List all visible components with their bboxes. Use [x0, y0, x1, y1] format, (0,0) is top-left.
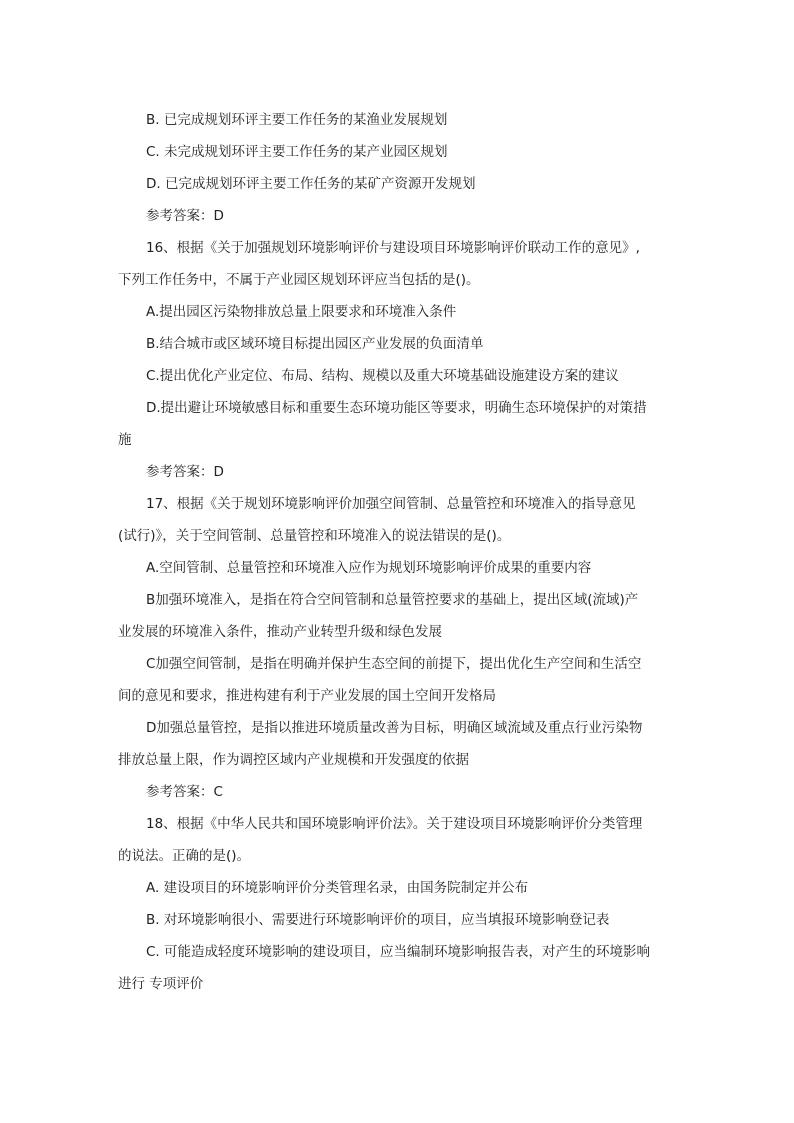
option-d-q15: D. 已完成规划环评主要工作任务的某矿产资源开发规划	[146, 176, 476, 192]
answer-q16: 参考答案：D	[146, 464, 224, 480]
option-a-q16: A.提出园区污染物排放总量上限要求和环境准入条件	[146, 304, 457, 320]
option-d-q16-line1: D.提出避让环境敏感目标和重要生态环境功能区等要求，明确生态环境保护的对策措	[146, 400, 647, 416]
option-c-q16: C.提出优化产业定位、布局、结构、规模以及重大环境基础设施建设方案的建议	[146, 368, 619, 384]
option-a-q17: A.空间管制、总量管控和环境准入应作为规划环境影响评价成果的重要内容	[146, 560, 592, 576]
option-b-q18: B. 对环境影响很小、需要进行环境影响评价的项目，应当填报环境影响登记表	[146, 912, 610, 928]
question-17-line1: 17、根据《关于规划环境影响评价加强空间管制、总量管控和环境准入的指导意见	[146, 496, 636, 512]
question-17-line2: (试行)》，关于空间管制、总量管控和环境准入的说法错误的是()。	[118, 528, 511, 544]
question-16-line2: 下列工作任务中，不属于产业园区规划环评应当包括的是()。	[118, 272, 480, 288]
option-b-q17-line1: B加强环境准入，是指在符合空间管制和总量管控要求的基础上，提出区域(流域)产	[146, 592, 639, 608]
answer-q17: 参考答案：C	[146, 784, 223, 800]
option-c-q17-line2: 间的意见和要求，推进构建有利于产业发展的国土空间开发格局	[118, 688, 496, 704]
option-a-q18: A. 建设项目的环境影响评价分类管理名录，由国务院制定并公布	[146, 880, 529, 896]
answer-q15: 参考答案：D	[146, 208, 224, 224]
option-b-q15: B. 已完成规划环评主要工作任务的某渔业发展规划	[146, 112, 448, 128]
question-16-line1: 16、根据《关于加强规划环境影响评价与建设项目环境影响评价联动工作的意见》,	[146, 240, 640, 256]
option-b-q16: B.结合城市或区域环境目标提出园区产业发展的负面清单	[146, 336, 484, 352]
question-18-line1: 18、根据《中华人民共和国环境影响评价法》。关于建设项目环境影响评价分类管理	[146, 816, 643, 832]
option-c-q15: C. 未完成规划环评主要工作任务的某产业园区规划	[146, 144, 448, 160]
question-18-line2: 的说法。正确的是()。	[118, 848, 251, 864]
option-c-q18-line1: C. 可能造成轻度环境影响的建设项目，应当编制环境影响报告表，对产生的环境影响	[146, 944, 651, 960]
option-c-q18-line2: 进行 专项评价	[118, 976, 204, 992]
option-d-q17-line1: D加强总量管控，是指以推进环境质量改善为目标，明确区域流域及重点行业污染物	[146, 720, 643, 736]
option-d-q17-line2: 排放总量上限，作为调控区域内产业规模和开发强度的依据	[118, 752, 469, 768]
option-b-q17-line2: 业发展的环境准入条件，推动产业转型升级和绿色发展	[118, 624, 442, 640]
option-d-q16-line2: 施	[118, 432, 132, 448]
option-c-q17-line1: C加强空间管制，是指在明确并保护生态空间的前提下，提出优化生产空间和生活空	[146, 656, 642, 672]
